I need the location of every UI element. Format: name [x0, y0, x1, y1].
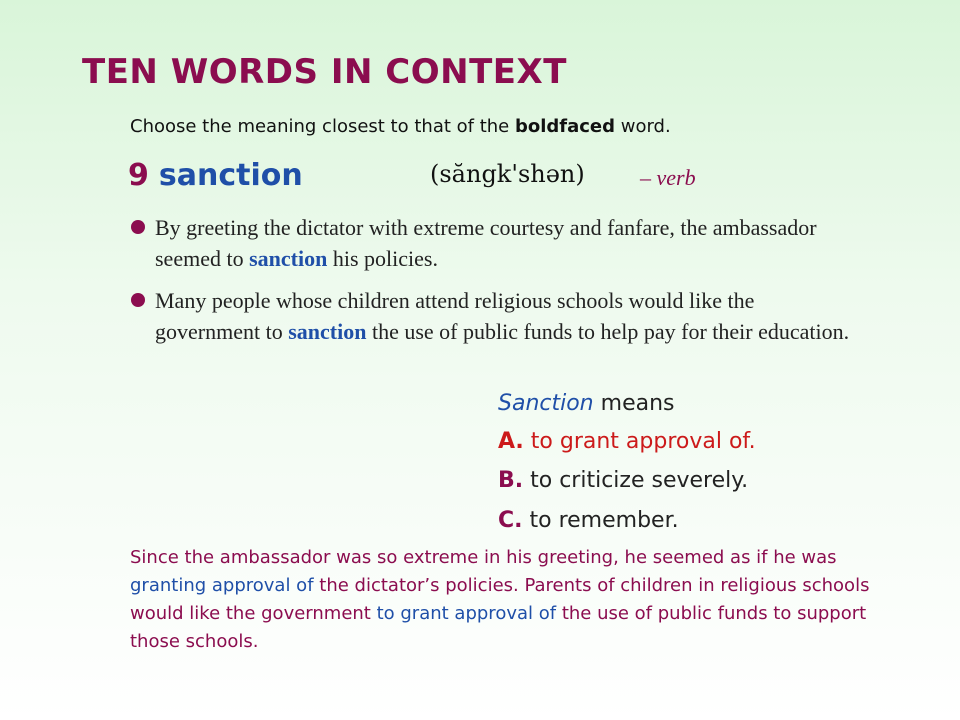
sentence-part: his policies. [327, 246, 438, 271]
part-of-speech: – verb [640, 165, 696, 190]
explanation-part: the dictator’s policies. Parents of children in religious schools would like the government [130, 575, 870, 624]
choice-letter: B. [498, 468, 524, 493]
example-sentence [131, 212, 851, 274]
choice-text: to criticize severely. [523, 468, 749, 493]
vocab-word-heading [128, 158, 303, 193]
answer-explanation [130, 544, 910, 656]
means-label: means [593, 391, 675, 416]
explanation-part: the use of public funds to support those schools. [130, 603, 867, 652]
instruction-bold: boldfaced [514, 116, 616, 137]
explanation-highlight: to grant approval of [376, 603, 557, 624]
answer-choice-b[interactable] [498, 468, 748, 493]
means-prompt [498, 391, 675, 416]
sentence-keyword: sanction [249, 246, 328, 271]
sentence-keyword: sanction [288, 319, 367, 344]
choice-text: to grant approval of. [523, 429, 756, 454]
answer-choice-c[interactable] [498, 508, 679, 533]
sentence-part: the use of public funds to help pay for their education. [366, 319, 850, 344]
explanation-highlight: granting approval of [130, 575, 314, 596]
answer-choice-a[interactable] [498, 429, 756, 454]
slide-title: TEN WORDS IN CONTEXT [82, 52, 567, 92]
example-sentence [131, 285, 851, 347]
means-word: Sanction [498, 391, 594, 416]
instruction-after: word. [615, 116, 671, 137]
explanation-part: Since the ambassador was so extreme in his greeting, he seemed as if he was [130, 547, 837, 568]
sentence-part: By greeting the dictator with extreme courtesy and fanfare, the ambassador seemed to [155, 215, 817, 271]
bullet-icon [131, 293, 145, 307]
instruction-text [130, 116, 671, 137]
sentence-text [155, 212, 851, 274]
sentence-text [155, 285, 851, 347]
vocab-word: sanction [158, 158, 303, 193]
choice-letter: A. [498, 429, 524, 454]
sentence-part: Many people whose children attend religious schools would like the government to [155, 288, 755, 344]
pronunciation: (săngk'shən) [430, 160, 585, 188]
word-number: 9 [128, 158, 149, 193]
instruction-before: Choose the meaning closest to that of the [130, 116, 515, 137]
bullet-icon [131, 220, 145, 234]
choice-text: to remember. [522, 508, 679, 533]
choice-letter: C. [498, 508, 523, 533]
